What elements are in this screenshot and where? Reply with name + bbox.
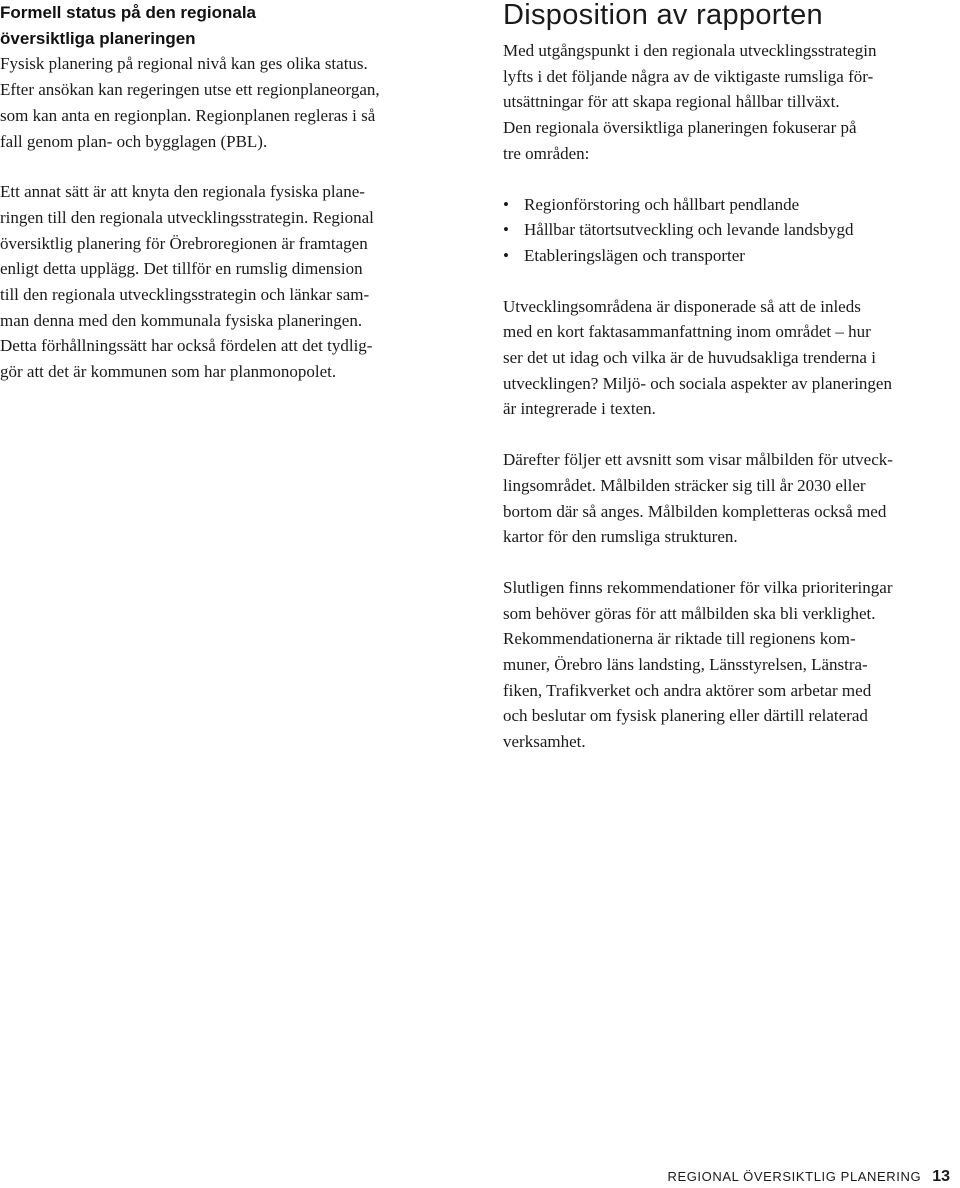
list-item-label: Hållbar tätortsutveckling och levande landsbygd bbox=[524, 220, 854, 240]
bullet-icon: • bbox=[503, 220, 509, 240]
bullet-icon: • bbox=[503, 245, 509, 265]
structure-paragraph: Utvecklingsområdena är disponerade så att de inleds med en kort faktasammanfattning inom området – hur ser det ut idag och vilka är de huvudsakliga trenderna i utvecklingen? Miljö- och sociala aspekter av planeringen är integrerade i texten. bbox=[503, 296, 892, 419]
intro-paragraph: Med utgångspunkt i den regionala utvecklingsstrategin lyfts i det följande några av de viktigaste rumsliga för- utsättningar för att skapa regional hållbar tillväxt. Den regionala översiktliga planeringen fokuserar på tre områden: bbox=[503, 41, 877, 163]
right-column bbox=[503, 0, 953, 755]
status-paragraph-2: Ett annat sätt är att knyta den regionala fysiska plane- ringen till den regionala utvecklingsstrategin. Regional översiktlig planering för Örebroregionen är framtagen enligt detta upplägg. Det tillför en rumslig dimension till den regionala utvecklingsstrategin och länkar sam- man denna med den kommunala fysiska planeringen. Detta förhållningssätt har också fördelen att det tydlig- gör att det är kommunen som har planmonopolet. bbox=[0, 182, 374, 382]
target-paragraph: Därefter följer ett avsnitt som visar målbilden för utveck- lingsområdet. Målbilden sträcker sig till år 2030 eller bortom där så anges. Målbilden kompletteras också med kartor för den rumsliga strukturen. bbox=[503, 450, 893, 547]
list-item bbox=[503, 243, 953, 269]
footer-section-label: REGIONAL ÖVERSIKTLIG PLANERING bbox=[667, 1169, 922, 1184]
page-footer bbox=[667, 1168, 950, 1186]
list-item-label: Regionförstoring och hållbart pendlande bbox=[524, 194, 800, 214]
list-item-label: Etableringslägen och transporter bbox=[524, 245, 745, 265]
page-number: 13 bbox=[932, 1168, 950, 1185]
focus-areas-list bbox=[503, 192, 953, 269]
status-paragraph-1: Fysisk planering på regional nivå kan ges olika status. Efter ansökan kan regeringen utse ett regionplaneorgan, som kan anta en regionplan. Regionplanen regleras i så fall genom plan- och bygglagen (PBL). bbox=[0, 54, 380, 151]
list-item bbox=[503, 192, 953, 218]
list-item bbox=[503, 217, 953, 243]
left-column bbox=[0, 0, 450, 385]
recommendations-paragraph: Slutligen finns rekommendationer för vilka prioriteringar som behöver göras för att målbilden ska bli verklighet. Rekommendationerna är riktade till regionens kom- muner, Örebro läns landsting, Länsstyrelsen, Länstra- fiken, Trafikverket och andra aktörer som arbetar med och beslutar om fysisk planering eller därtill relaterad verksamhet. bbox=[503, 577, 893, 752]
status-heading: Formell status på den regionala översiktliga planeringen bbox=[0, 3, 257, 48]
bullet-icon: • bbox=[503, 194, 509, 214]
page-title: Disposition av rapporten bbox=[503, 0, 823, 31]
